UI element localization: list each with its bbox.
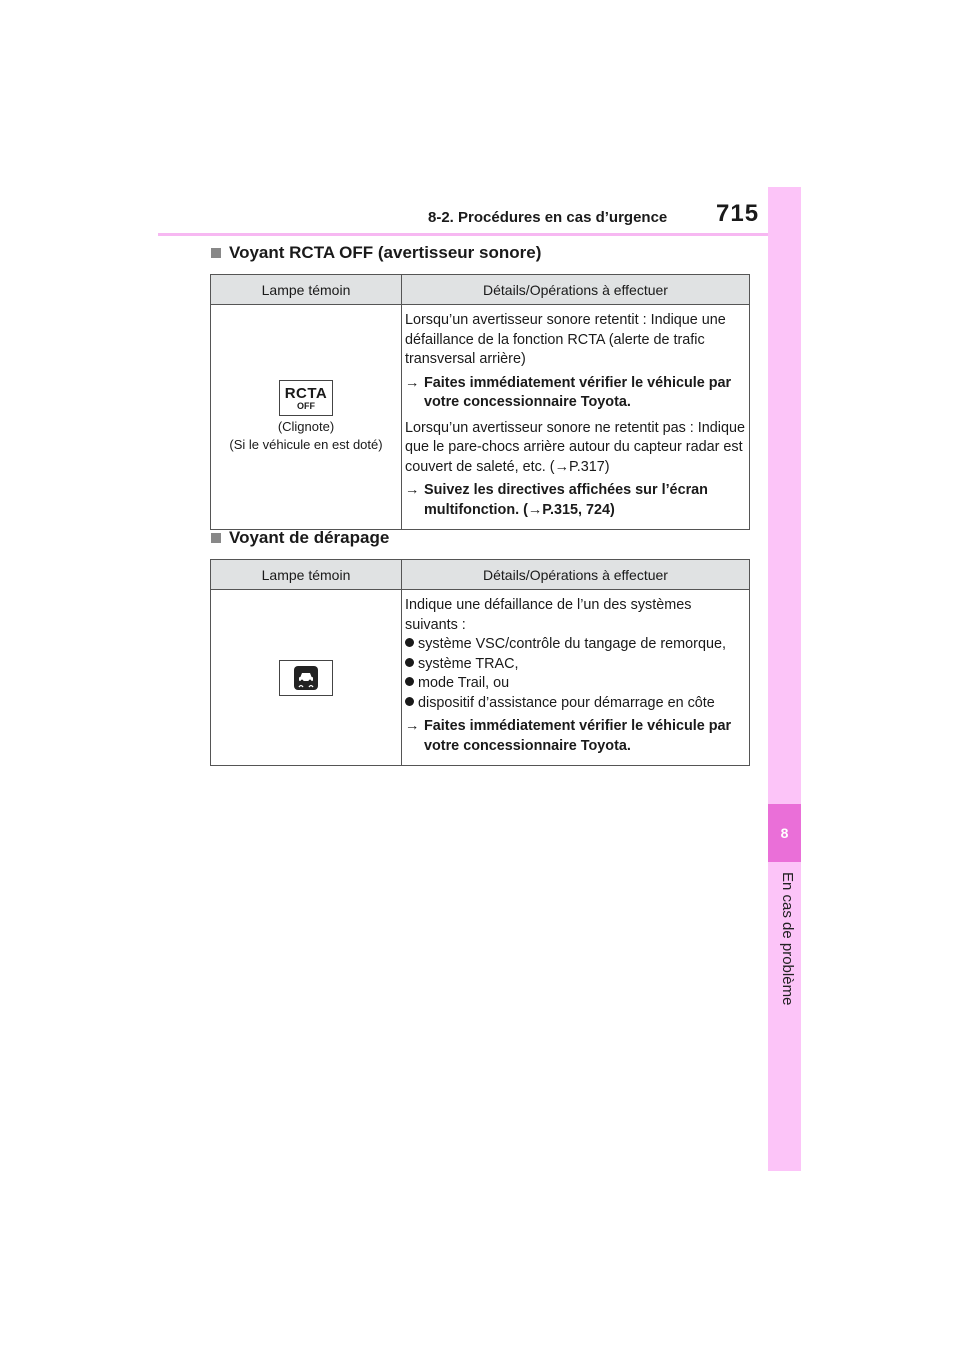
- bullet-dot-icon: [405, 697, 414, 706]
- action-instruction: → Faites immédiatement vérifier le véhicule par votre concessionnaire Toyota.: [405, 374, 732, 410]
- lamp-cell: [211, 590, 402, 766]
- chapter-title-vertical: En cas de problème: [779, 872, 796, 1006]
- arrow-icon: →: [405, 482, 420, 498]
- column-header-lamp: Lampe témoin: [211, 275, 402, 305]
- table-header-row: [211, 275, 750, 305]
- action-instruction: → Faites immédiatement vérifier le véhicule par votre concessionnaire Toyota.: [405, 718, 732, 754]
- table-header-row: [211, 560, 750, 590]
- slip-indicator-table: [210, 559, 750, 766]
- table-row: [211, 590, 750, 766]
- details-cell: [402, 590, 750, 766]
- arrow-icon: →: [405, 718, 420, 734]
- lamp-cell: [211, 305, 402, 530]
- detail-paragraph: Lorsqu’un avertisseur sonore ne retentit pas : Indique que le pare-chocs arrière autour du capteur radar est couvert de saleté, etc. (→P.317): [405, 419, 745, 475]
- header-rule: [158, 233, 768, 236]
- lamp-caption-equipped: (Si le véhicule en est doté): [229, 437, 383, 452]
- section-title-text: Voyant RCTA OFF (avertisseur sonore): [229, 243, 542, 262]
- square-bullet-icon: [211, 533, 221, 543]
- section-title-rcta: [211, 243, 541, 263]
- details-cell: [402, 305, 750, 530]
- action-instruction: → Suivez les directives affichées sur l’écran multifonction. (→P.315, 724): [405, 482, 708, 518]
- bullet-dot-icon: [405, 658, 414, 667]
- list-item: dispositif d’assistance pour démarrage en côte: [405, 694, 747, 714]
- list-item: système TRAC,: [405, 655, 747, 675]
- list-item: mode Trail, ou: [405, 674, 747, 694]
- section-title-text: Voyant de dérapage: [229, 528, 390, 547]
- column-header-details: Détails/Opérations à effectuer: [402, 560, 750, 590]
- arrow-icon: →: [405, 374, 420, 391]
- detail-paragraph: Indique une défaillance de l’un des systèmes suivants :: [405, 597, 692, 633]
- bullet-dot-icon: [405, 677, 414, 686]
- square-bullet-icon: [211, 248, 221, 258]
- rcta-warning-table: [210, 274, 750, 530]
- slip-indicator-icon: [279, 660, 333, 696]
- list-item: système VSC/contrôle du tangage de remorque,: [405, 635, 747, 655]
- lamp-caption-blinks: (Clignote): [277, 419, 335, 434]
- section-title-slip: [211, 528, 389, 548]
- column-header-lamp: Lampe témoin: [211, 560, 402, 590]
- skidding-car-icon: [293, 665, 319, 691]
- rcta-off-icon: RCTA OFF: [279, 380, 333, 416]
- bullet-dot-icon: [405, 638, 414, 647]
- page-number: 715: [716, 200, 760, 227]
- section-heading: 8-2. Procédures en cas d’urgence: [428, 209, 668, 226]
- chapter-number-tab[interactable]: 8: [768, 804, 801, 862]
- detail-paragraph: Lorsqu’un avertisseur sonore retentit : Indique une défaillance de la fonction RCTA (alerte de trafic transversal arrière): [405, 312, 726, 367]
- table-row: [211, 305, 750, 530]
- column-header-details: Détails/Opérations à effectuer: [402, 275, 750, 305]
